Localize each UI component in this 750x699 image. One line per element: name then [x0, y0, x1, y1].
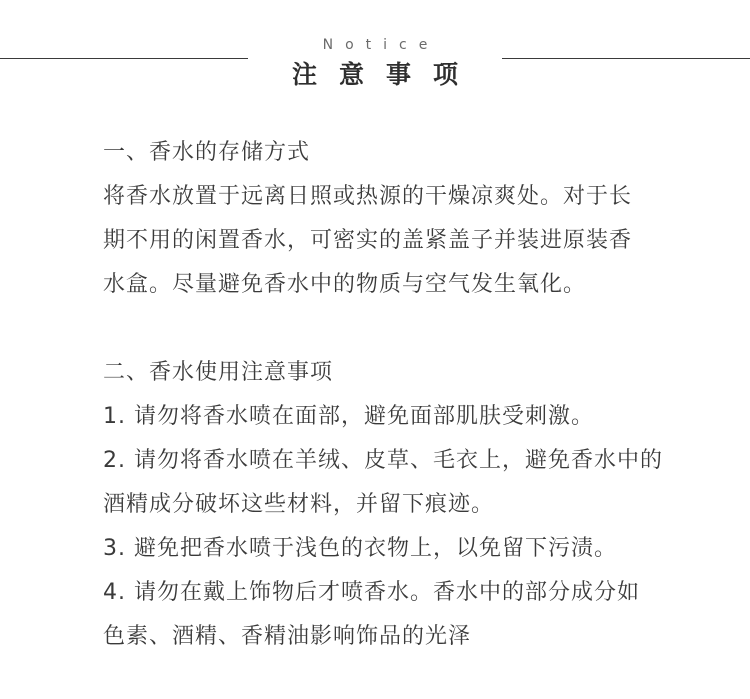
- section-text-line: 2. 请勿将香水喷在羊绒、皮草、毛衣上，避免香水中的: [103, 448, 663, 473]
- page-title: 注意事项: [291, 60, 480, 89]
- section-text-line: 3. 避免把香水喷于浅色的衣物上，以免留下污渍。: [103, 536, 617, 561]
- section-text-line: 4. 请勿在戴上饰物后才喷香水。香水中的部分成分如: [103, 580, 640, 605]
- section-storage: [103, 131, 703, 307]
- notice-content: [103, 131, 703, 659]
- section-text-line: 水盒。尽量避免香水中的物质与空气发生氧化。: [103, 272, 587, 297]
- notice-eyebrow: Notice: [322, 37, 440, 53]
- section-text-line: 酒精成分破坏这些材料，并留下痕迹。: [103, 492, 495, 517]
- section-text-line: 色素、酒精、香精油影响饰品的光泽: [103, 624, 472, 649]
- section-usage: [103, 351, 703, 659]
- section-text-line: 1. 请勿将香水喷在面部，避免面部肌肤受刺激。: [103, 404, 594, 429]
- header-divider-left: [0, 58, 248, 59]
- header-divider-right: [502, 58, 750, 59]
- section-heading: 一、香水的存储方式: [103, 140, 311, 165]
- section-heading: 二、香水使用注意事项: [103, 360, 334, 385]
- section-text-line: 将香水放置于远离日照或热源的干燥凉爽处。对于长: [103, 184, 633, 209]
- section-text-line: 期不用的闲置香水，可密实的盖紧盖子并装进原装香: [103, 228, 633, 253]
